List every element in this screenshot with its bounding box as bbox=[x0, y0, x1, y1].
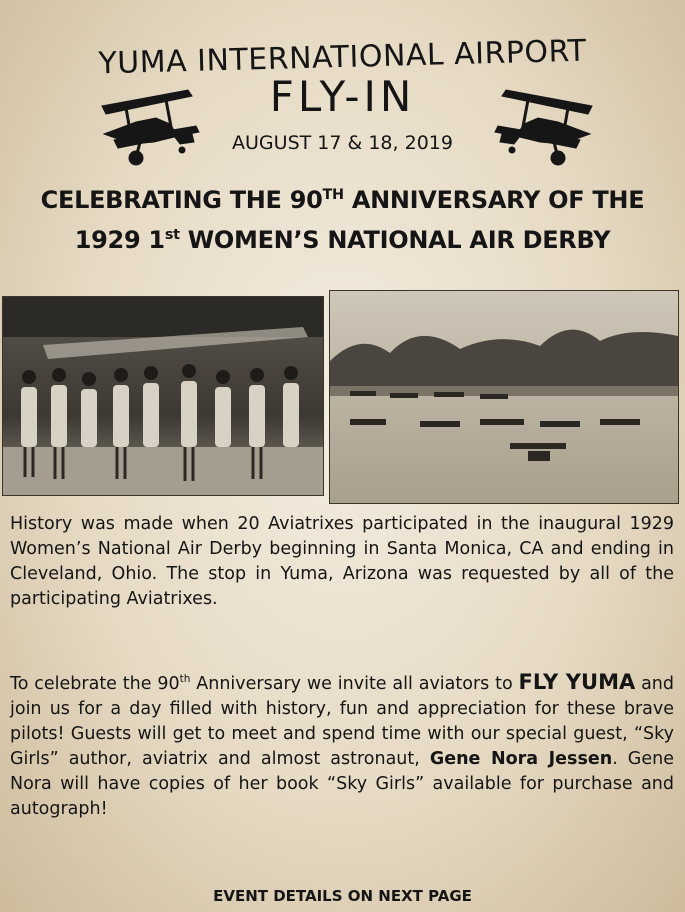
celebration-line-1: CELEBRATING THE 90TH ANNIVERSARY OF THE bbox=[40, 186, 645, 214]
aviatrix-group-photo bbox=[2, 296, 324, 496]
fly-yuma-emphasis: FLY YUMA bbox=[518, 670, 636, 694]
invitation-paragraph: To celebrate the 90th Anniversary we invite all aviators to FLY YUMA and join us for a day filled with history, fun and appreciation for these brave pilots! Guests will get to meet and spend time with our special guest, “Sky Girls” author, aviatrix and almost astronaut, Gene Nora Jessen. Gene Nora will have copies of her book “Sky Girls” available for purchase and autograph! bbox=[10, 670, 674, 819]
biplane-right-icon bbox=[488, 84, 598, 174]
airfield-photo bbox=[329, 290, 679, 504]
history-paragraph: History was made when 20 Aviatrixes participated in the inaugural 1929 Women’s National Air Derby beginning in Santa Monica, CA and ending in Cleveland, Ohio. The stop in Yuma, Arizona was requested by all of the participating Aviatrixes. bbox=[10, 514, 674, 609]
event-name: FLY-IN bbox=[269, 72, 416, 121]
flyer-title: YUMA INTERNATIONAL AIRPORT bbox=[98, 33, 587, 82]
event-date: AUGUST 17 & 18, 2019 bbox=[232, 132, 453, 154]
next-page-note: EVENT DETAILS ON NEXT PAGE bbox=[213, 887, 472, 905]
celebration-line-2: 1929 1st WOMEN’S NATIONAL AIR DERBY bbox=[74, 226, 611, 254]
biplane-left-icon bbox=[96, 84, 206, 174]
guest-name: Gene Nora Jessen bbox=[429, 749, 613, 769]
